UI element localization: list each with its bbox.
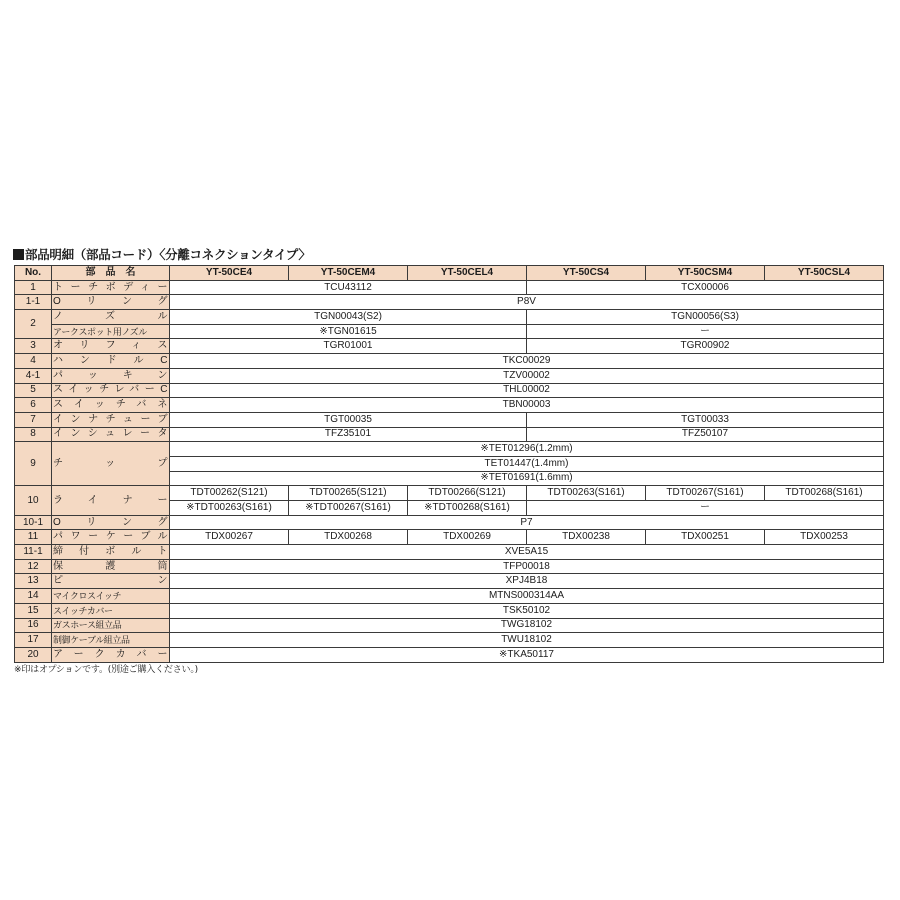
part-code: TGT00035	[170, 412, 527, 427]
row-no: 6	[15, 398, 52, 413]
part-code: ※TGN01615	[170, 324, 527, 339]
row-no: 4	[15, 354, 52, 369]
row-no: 8	[15, 427, 52, 442]
part-code: ※TDT00267(S161)	[289, 501, 408, 516]
part-code: TDX00268	[289, 530, 408, 545]
part-code: TDT00266(S121)	[408, 486, 527, 501]
row-no: 20	[15, 647, 52, 662]
part-code: TWU18102	[170, 633, 884, 648]
part-name: スイッチレバーC	[52, 383, 170, 398]
part-code: TDT00265(S121)	[289, 486, 408, 501]
row-no: 10	[15, 486, 52, 515]
table-row	[15, 324, 884, 339]
row-no: 17	[15, 633, 52, 648]
part-code: TDX00269	[408, 530, 527, 545]
row-no: 13	[15, 574, 52, 589]
header-model: YT-50CSM4	[646, 266, 765, 281]
part-code: ー	[527, 324, 884, 339]
part-code: TFZ50107	[527, 427, 884, 442]
part-name: ハンドルC	[52, 354, 170, 369]
row-no: 5	[15, 383, 52, 398]
part-code: ※TDT00263(S161)	[170, 501, 289, 516]
row-no: 15	[15, 603, 52, 618]
row-no: 7	[15, 412, 52, 427]
part-code: TET01447(1.4mm)	[170, 456, 884, 471]
row-no: 14	[15, 589, 52, 604]
table-row	[15, 559, 884, 574]
part-code: TGR00902	[527, 339, 884, 354]
part-name: チップ	[52, 442, 170, 486]
part-name: ライナー	[52, 486, 170, 515]
part-code: TGN00056(S3)	[527, 310, 884, 325]
part-name: ガスホース組立品	[52, 618, 170, 633]
table-row	[15, 442, 884, 457]
header-part-name: 部 品 名	[52, 266, 170, 281]
table-row	[15, 647, 884, 662]
part-code: TBN00003	[170, 398, 884, 413]
part-code: TFZ35101	[170, 427, 527, 442]
header-model: YT-50CEL4	[408, 266, 527, 281]
row-no: 11	[15, 530, 52, 545]
table-header-row	[15, 266, 884, 281]
part-name: Oリング	[52, 295, 170, 310]
part-name: トーチボディー	[52, 280, 170, 295]
part-code: ※TET01691(1.6mm)	[170, 471, 884, 486]
part-code: P7	[170, 515, 884, 530]
part-code: XPJ4B18	[170, 574, 884, 589]
table-row	[15, 354, 884, 369]
row-no: 1-1	[15, 295, 52, 310]
part-code: TKC00029	[170, 354, 884, 369]
part-code: P8V	[170, 295, 884, 310]
header-model: YT-50CSL4	[765, 266, 884, 281]
part-code: TCU43112	[170, 280, 527, 295]
part-code: TDX00253	[765, 530, 884, 545]
row-no: 1	[15, 280, 52, 295]
row-no: 2	[15, 310, 52, 339]
table-row	[15, 383, 884, 398]
table-row	[15, 368, 884, 383]
part-code: MTNS000314AA	[170, 589, 884, 604]
part-name: アークカバー	[52, 647, 170, 662]
part-code: TDX00251	[646, 530, 765, 545]
table-row	[15, 603, 884, 618]
table-row	[15, 618, 884, 633]
part-name: 保護筒	[52, 559, 170, 574]
footnote: ※印はオプションです。(別途ご購入ください。)	[14, 665, 198, 675]
table-row	[15, 589, 884, 604]
part-name: スイッチバネ	[52, 398, 170, 413]
table-row	[15, 545, 884, 560]
part-code: TDT00263(S161)	[527, 486, 646, 501]
part-code: TGN00043(S2)	[170, 310, 527, 325]
table-row	[15, 486, 884, 501]
table-row	[15, 633, 884, 648]
part-name: パワーケーブル	[52, 530, 170, 545]
part-name: ノズル	[52, 310, 170, 325]
table-row	[15, 574, 884, 589]
part-code: TWG18102	[170, 618, 884, 633]
part-name: スイッチカバー	[52, 603, 170, 618]
part-code: TFP00018	[170, 559, 884, 574]
part-code: TDT00268(S161)	[765, 486, 884, 501]
table-row	[15, 427, 884, 442]
part-code: TDT00262(S121)	[170, 486, 289, 501]
section-title-text: 部品明細（部品コード）〈分離コネクションタイプ〉	[25, 247, 311, 262]
table-row	[15, 398, 884, 413]
part-code: TDT00267(S161)	[646, 486, 765, 501]
part-code: ー	[527, 501, 884, 516]
row-no: 3	[15, 339, 52, 354]
section-title	[13, 245, 311, 263]
row-no: 12	[15, 559, 52, 574]
part-code: TCX00006	[527, 280, 884, 295]
table-row	[15, 295, 884, 310]
table-row	[15, 280, 884, 295]
part-name: アークスポット用ノズル	[52, 324, 170, 339]
part-code: XVE5A15	[170, 545, 884, 560]
square-bullet-icon	[13, 249, 24, 260]
part-name: 締付ボルト	[52, 545, 170, 560]
part-code: TZV00002	[170, 368, 884, 383]
part-name: オリフィス	[52, 339, 170, 354]
table-row	[15, 412, 884, 427]
header-model: YT-50CS4	[527, 266, 646, 281]
part-code: TDX00238	[527, 530, 646, 545]
part-name: 制御ケーブル組立品	[52, 633, 170, 648]
parts-table	[14, 265, 884, 663]
table-row	[15, 530, 884, 545]
header-no: No.	[15, 266, 52, 281]
row-no: 10-1	[15, 515, 52, 530]
part-code: THL00002	[170, 383, 884, 398]
part-code: ※TDT00268(S161)	[408, 501, 527, 516]
part-code: TSK50102	[170, 603, 884, 618]
part-name: マイクロスイッチ	[52, 589, 170, 604]
part-name: Oリング	[52, 515, 170, 530]
table-row	[15, 310, 884, 325]
row-no: 11-1	[15, 545, 52, 560]
table-row	[15, 515, 884, 530]
part-code: TGT00033	[527, 412, 884, 427]
part-code: ※TET01296(1.2mm)	[170, 442, 884, 457]
part-code: TDX00267	[170, 530, 289, 545]
row-no: 16	[15, 618, 52, 633]
part-name: インナチューブ	[52, 412, 170, 427]
table-row	[15, 339, 884, 354]
row-no: 4-1	[15, 368, 52, 383]
part-code: ※TKA50117	[170, 647, 884, 662]
row-no: 9	[15, 442, 52, 486]
part-name: ピン	[52, 574, 170, 589]
part-name: パッキン	[52, 368, 170, 383]
header-model: YT-50CEM4	[289, 266, 408, 281]
header-model: YT-50CE4	[170, 266, 289, 281]
part-code: TGR01001	[170, 339, 527, 354]
part-name: インシュレータ	[52, 427, 170, 442]
